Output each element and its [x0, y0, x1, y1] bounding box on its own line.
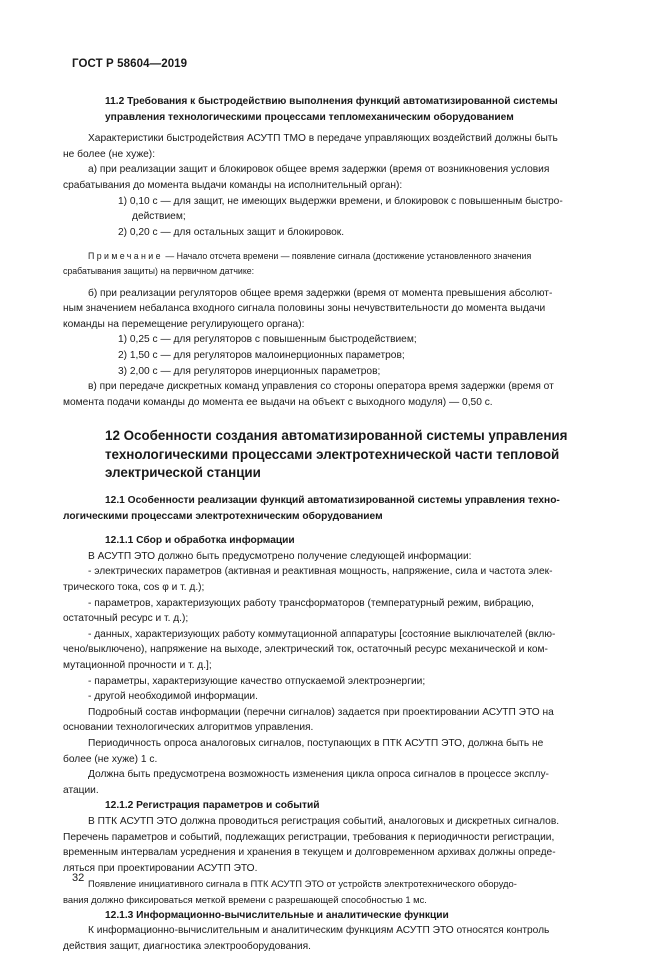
section-11-2-heading: 11.2 Требования к быстродействию выполнения функций автоматизированной системы — [105, 96, 558, 107]
page-body — [63, 88, 603, 954]
paragraph-line: Должна быть предусмотрена возможность изменения цикла опроса сигналов в процессе эксплу- — [88, 769, 549, 781]
note-text: — Начало отсчета времени — появление сигнала (достижение установленного значения — [162, 251, 532, 262]
paragraph-line: Периодичность опроса аналоговых сигналов, поступающих в ПТК АСУТП ЭТО, должна быть не — [88, 737, 544, 749]
bullet-item: - параметры, характеризующие качество отпускаемой электроэнергии; — [88, 675, 426, 687]
bullet-item-cont: мутационной прочности и т. д.]; — [63, 660, 212, 671]
paragraph-line: действия защит, диагностика электрооборудования. — [63, 940, 311, 952]
bullet-item: - электрических параметров (активная и реактивная мощность, напряжение, сила и частота элек- — [88, 566, 553, 578]
section-12-title — [63, 427, 603, 483]
section-12-1-2-heading: 12.1.2 Регистрация параметров и событий — [105, 800, 320, 812]
list-item-b-cont: ным значением небаланса входного сигнала половины зоны нечувствительности до момента выдачи — [63, 303, 546, 315]
sub-item-a1: 1) 0,10 с — для защит, не имеющих выдержки времени, и блокировок с повышенным быстро- — [118, 195, 563, 207]
bullet-item: - параметров, характеризующих работу трансформаторов (температурный режим, вибрацию, — [88, 597, 534, 609]
sub-item-b2: 2) 1,50 с — для регуляторов малоинерционных параметров; — [118, 349, 405, 361]
list-item-c-cont: момента подачи команды до момента ее выдачи на объект с выходного модуля) — 0,50 с. — [63, 396, 493, 408]
bullet-item-cont: чено/выключено), напряжение на выходе, электрический ток, остаточный ресурс механической и ком- — [63, 644, 548, 656]
section-12-title-l1: 12 Особенности создания автоматизированной системы управления — [105, 428, 568, 444]
document-header: ГОСТ Р 58604—2019 — [72, 58, 188, 70]
paragraph-line: не более (не хуже): — [63, 148, 156, 160]
section-12-1-3-heading: 12.1.3 Информационно-вычислительные и аналитические функции — [105, 909, 449, 921]
paragraph-line: Появление инициативного сигнала в ПТК АСУТП ЭТО от устройств электротехнического оборудо- — [88, 878, 517, 890]
sub-item-b1: 1) 0,25 с — для регуляторов с повышенным быстродействием; — [118, 334, 417, 346]
page-number: 32 — [72, 872, 85, 884]
paragraph-line: Перечень параметров и событий, подлежащих регистрации, требования к периодичности регистрации, — [63, 831, 555, 843]
list-item-c: в) при передаче дискретных команд управления со стороны оператора время задержки (время от — [88, 381, 554, 393]
paragraph-line: основании технологических алгоритмов управления. — [63, 722, 314, 734]
list-item-a: а) при реализации защит и блокировок общее время задержки (время от возникновения условия — [88, 164, 550, 176]
section-11-2-heading-cont: управления технологическими процессами тепломеханическим оборудованием — [105, 111, 514, 123]
paragraph-line: более (не хуже) 1 с. — [63, 753, 158, 765]
paragraph-line: Характеристики быстродействия АСУТП ТМО в передаче управляющих воздействий должны быть — [88, 133, 558, 145]
bullet-item: - данных, характеризующих работу коммутационной аппаратуры [состояние выключателей (вклю- — [88, 628, 556, 640]
sub-item-a2: 2) 0,20 с — для остальных защит и блокировок. — [118, 226, 345, 238]
bullet-item: - другой необходимой информации. — [88, 691, 258, 703]
sub-item-b3: 3) 2,00 с — для регуляторов инерционных параметров; — [118, 365, 381, 377]
paragraph-line: Подробный состав информации (перечни сигналов) задается при проектировании АСУТП ЭТО на — [88, 706, 554, 718]
paragraph-line: К информационно-вычислительным и аналитическим функциям АСУТП ЭТО относятся контроль — [88, 925, 550, 937]
paragraph-line: В АСУТП ЭТО должно быть предусмотрено получение следующей информации: — [88, 550, 472, 562]
section-12-title-l2: технологическими процессами электротехнической части тепловой — [105, 446, 560, 462]
section-12-1-1-heading: 12.1.1 Сбор и обработка информации — [105, 535, 295, 547]
bullet-item-cont: трического тока, cos φ и т. д.); — [63, 582, 205, 594]
note-label: Примечание — [88, 251, 163, 262]
paragraph-line: временным интервалам усреднения и хранения в текущем и долговременном архивах должны опреде- — [63, 847, 556, 859]
paragraph-line: В ПТК АСУТП ЭТО должна проводиться регистрация событий, аналоговых и дискретных сигналов. — [88, 815, 560, 827]
list-item-b-cont: команды на перемещение регулирующего органа): — [63, 318, 305, 330]
note — [63, 249, 603, 264]
section-12-title-l3: электрической станции — [105, 465, 261, 481]
section-12-1-heading-cont: логическими процессами электротехническим оборудованием — [63, 510, 383, 522]
paragraph-line: атации. — [63, 784, 99, 796]
note-cont: срабатывания защиты) на первичном датчике: — [63, 265, 255, 276]
paragraph-line: ляться при проектировании АСУТП ЭТО. — [63, 862, 258, 874]
sub-item-a1-cont: действием; — [132, 211, 186, 223]
list-item-b: б) при реализации регуляторов общее время задержки (время от момента превышения абсолют- — [88, 287, 553, 299]
section-12-1-heading: 12.1 Особенности реализации функций автоматизированной системы управления техно- — [105, 495, 560, 507]
paragraph-line: вания должно фиксироваться меткой времени с разрешающей способностью 1 мс. — [63, 893, 427, 905]
bullet-item-cont: остаточный ресурс и т. д.); — [63, 613, 189, 625]
list-item-a-cont: срабатывания до момента выдачи команды на исполнительный орган): — [63, 179, 403, 191]
